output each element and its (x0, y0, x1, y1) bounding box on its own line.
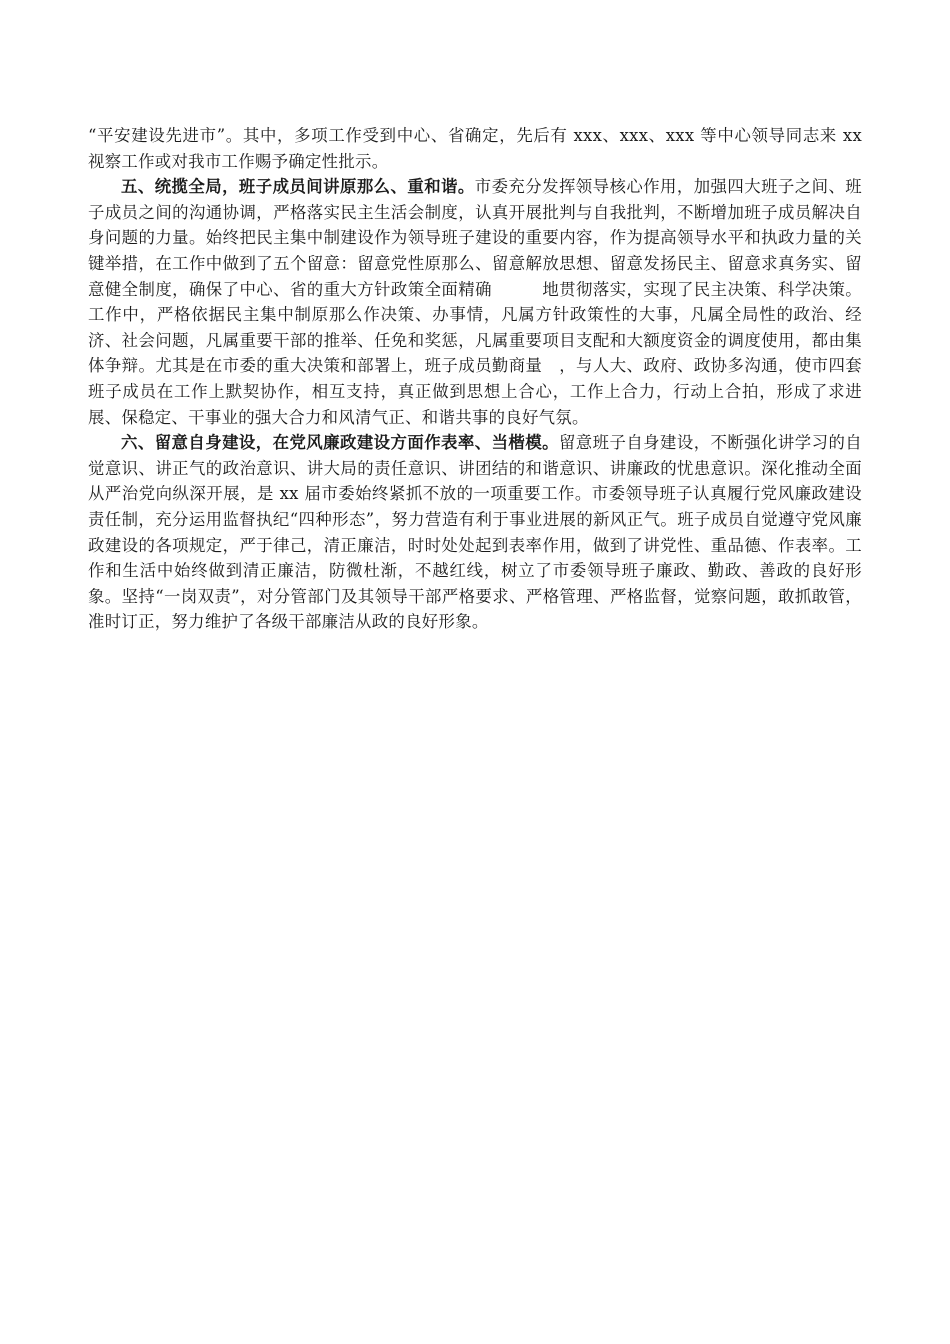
paragraph-text: “平安建设先进市”。其中，多项工作受到中心、省确定，先后有 xxx、xxx、xxx 等中心领导同志来 xx 视察工作或对我市工作赐予确定性批示。 (88, 126, 862, 171)
section-six-text: 留意班子自身建设，不断强化讲学习的自觉意识、讲正气的政治意识、讲大局的责任意识、讲团结的和谐意识、讲廉政的忧患意识。深化推动全面从严治党向纵深开展，是 xx 届市委始终紧抓不放的一项重要工作。市委领导班子认真履行党风廉政建设责任制，充分运用监督执纪“四种形态”，努力营造有利于事业进展的新风正气。班子成员自觉遵守党风廉政建设的各项规定，严于律己，清正廉洁，时时处处起到表率作用，做到了讲党性、重品德、作表率。工作和生活中始终做到清正廉洁，防微杜渐，不越红线，树立了市委领导班子廉政、勤政、善政的良好形象。坚持“一岗双责”，对分管部门及其领导干部严格要求、严格管理、严格监督，觉察问题，敢抓敢管，准时订正，努力维护了各级干部廉洁从政的良好形象。 (88, 433, 862, 632)
section-five-text: 市委充分发挥领导核心作用，加强四大班子之间、班子成员之间的沟通协调，严格落实民主生活会制度，认真开展批判与自我批判，不断增加班子成员解决自身问题的力量。始终把民主集中制建设作为领导班子建设的重要内容，作为提高领导水平和执政力量的关键举措，在工作中做到了五个留意：留意党性原那么、留意解放思想、留意发扬民主、留意求真务实、留意健全制度，确保了中心、省的重大方针政策全面精确 地贯彻落实，实现了民主决策、科学决策。工作中，严格依据民主集中制原那么作决策、办事情，凡属方针政策性的大事，凡属全局性的政治、经济、社会问题，凡属重要干部的推举、任免和奖惩，凡属重要项目支配和大额度资金的调度使用，都由集体争辩。尤其是在市委的重大决策和部署上，班子成员勤商量 ，与人大、政府、政协多沟通，使市四套班子成员在工作上默契协作，相互支持，真正做到思想上合心，工作上合力，行动上合拍，形成了求进展、保稳定、干事业的强大合力和风清气正、和谐共事的良好气氛。 (88, 177, 862, 427)
document-body (88, 123, 862, 635)
section-six-heading: 六、留意自身建设，在党风廉政建设方面作表率、当楷模。 (121, 433, 559, 453)
paragraph-continued (88, 123, 862, 174)
paragraph-section-six (88, 430, 862, 635)
section-five-heading: 五、统揽全局，班子成员间讲原那么、重和谐。 (121, 177, 475, 197)
paragraph-section-five (88, 174, 862, 430)
